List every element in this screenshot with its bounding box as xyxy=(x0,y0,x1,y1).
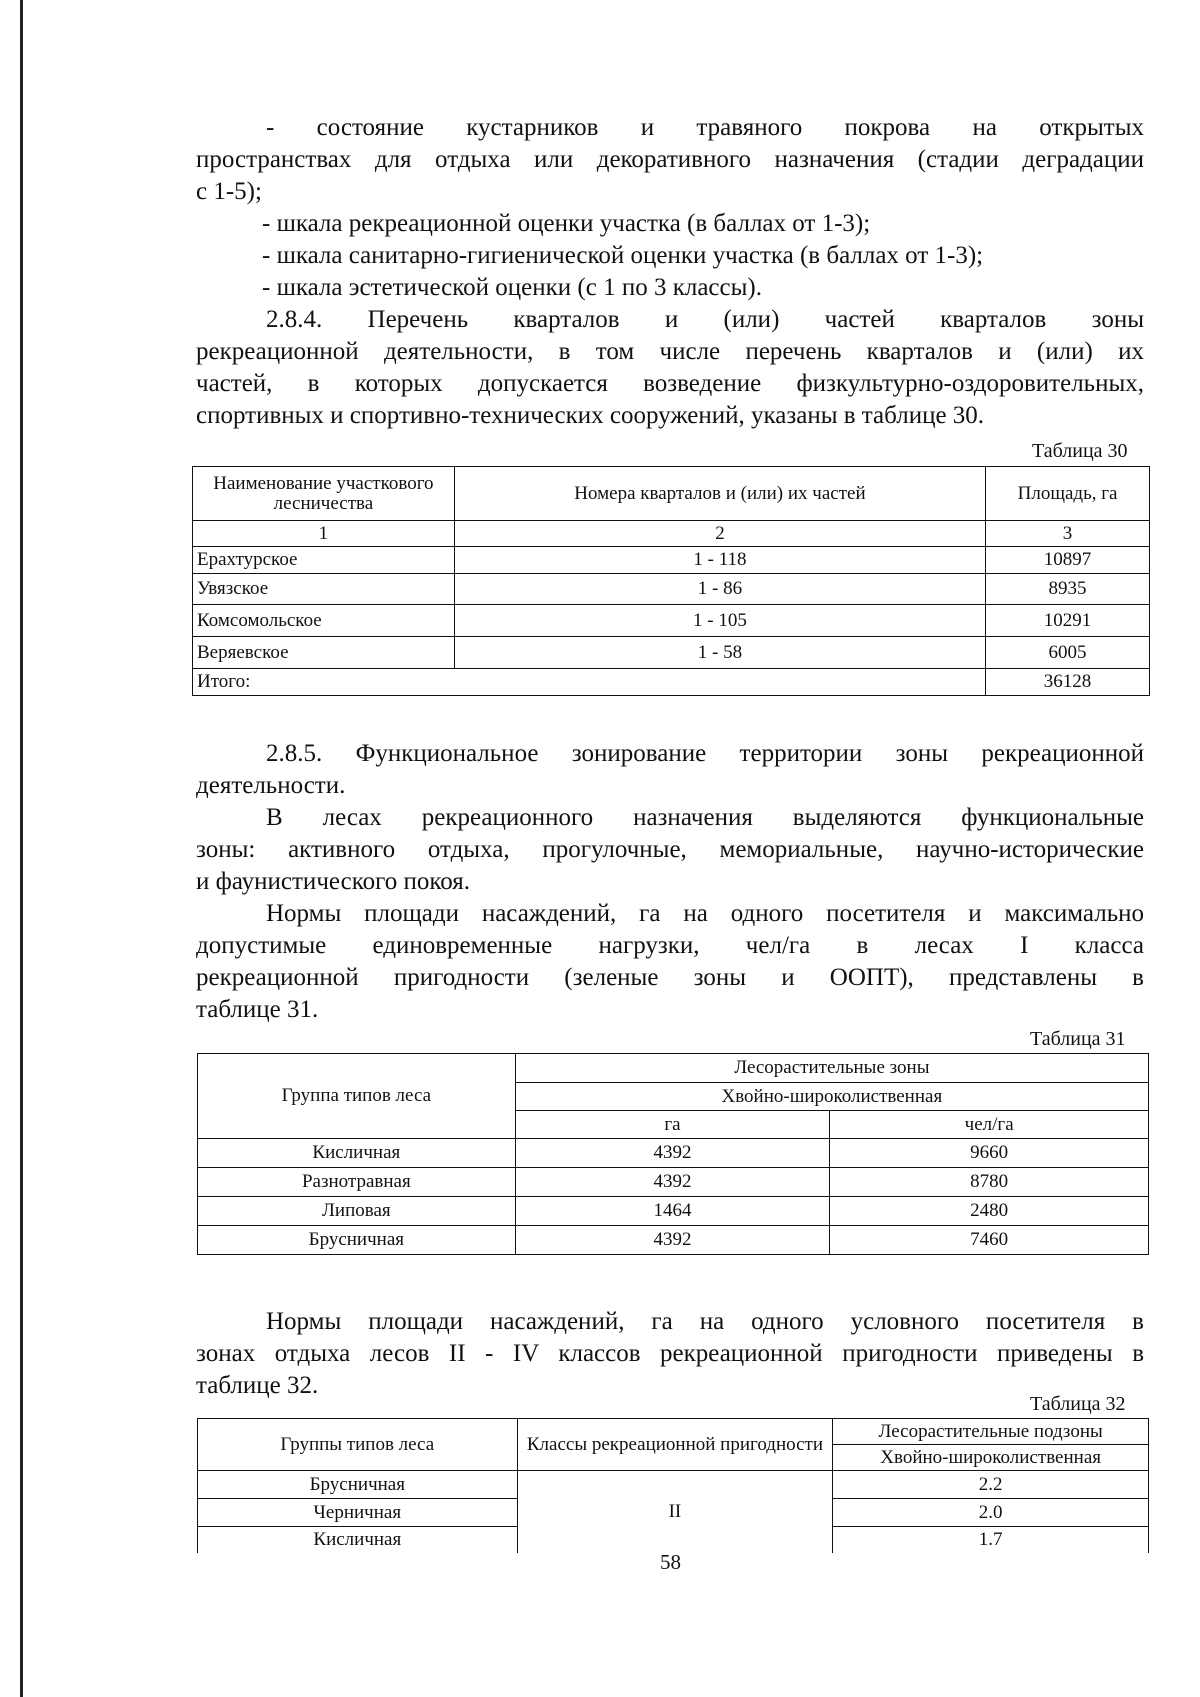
bullet-shrubs: - состояние кустарников и травяного покрова на открытых пространствах для отдыха или декоративного назначения (стадии деградации с 1-5); xyxy=(196,114,1144,205)
t30-colnum: 2 xyxy=(454,521,985,547)
t31-header-ha: га xyxy=(515,1111,830,1139)
t30-header-name: Наименование участкового лесничества xyxy=(193,467,455,521)
t32-header-classes: Классы рекреационной пригодности xyxy=(517,1419,833,1471)
page-number: 58 xyxy=(660,1550,681,1574)
table-row: Увязское 1 - 86 8935 xyxy=(193,574,1150,605)
table31-caption: Таблица 31 xyxy=(1030,1028,1126,1050)
table-row: Брусничная 4392 7460 xyxy=(198,1226,1149,1255)
t31-header-zones: Лесорастительные зоны xyxy=(515,1054,1148,1083)
t30-header-area: Площадь, га xyxy=(986,467,1150,521)
t32-header-subzone: Хвойно-широколиственная xyxy=(833,1445,1149,1471)
t31-header-pers: чел/га xyxy=(830,1111,1149,1139)
table-row: Веряевское 1 - 58 6005 xyxy=(193,637,1150,669)
table-row: Кисличная 1.7 xyxy=(198,1527,1149,1553)
table-row: Разнотравная 4392 8780 xyxy=(198,1168,1149,1197)
paragraph-norms-1: Нормы площади насаждений, га на одного посетителя и максимально допустимые единовременные нагрузки, чел/га в лесах I класса рекреационной пригодности (зеленые зоны и ООПТ), представлены в таблице 31. xyxy=(196,900,1144,1023)
scan-edge-line xyxy=(20,0,23,1697)
t30-colnum: 1 xyxy=(193,521,455,547)
t31-header-zone: Хвойно-широколиственная xyxy=(515,1083,1148,1111)
bullet-recreation-scale: - шкала рекреационной оценки участка (в баллах от 1-3); xyxy=(262,210,871,237)
table30-caption: Таблица 30 xyxy=(1032,440,1128,462)
table-total-row: Итого: 36128 xyxy=(193,669,1150,696)
t32-header-subzones: Лесорастительные подзоны xyxy=(833,1419,1149,1445)
paragraph-norms-2: Нормы площади насаждений, га на одного условного посетителя в зонах отдыха лесов II - IV классов рекреационной пригодности приведены в таблице 32. xyxy=(196,1308,1144,1399)
t30-colnum: 3 xyxy=(986,521,1150,547)
bullet-sanitary-scale: - шкала санитарно-гигиенической оценки участка (в баллах от 1-3); xyxy=(262,242,984,269)
bullet-aesthetic-scale: - шкала эстетической оценки (с 1 по 3 классы). xyxy=(262,274,762,301)
table32-caption: Таблица 32 xyxy=(1030,1393,1126,1415)
table-30 xyxy=(192,466,1150,696)
paragraph-2-8-5: 2.8.5. Функциональное зонирование территории зоны рекреационной деятельности. xyxy=(196,740,1144,799)
table-row: Кисличная 4392 9660 xyxy=(198,1139,1149,1168)
table-row: Черничная 2.0 xyxy=(198,1499,1149,1527)
table-row: Комсомольское 1 - 105 10291 xyxy=(193,605,1150,637)
paragraph-2-8-4: 2.8.4. Перечень кварталов и (или) частей кварталов зоны рекреационной деятельности, в том числе перечень кварталов и (или) их частей, в которых допускается возведение физкультурно-оздоровительных, спортивных и спортивно-технических сооружений, указаны в таблице 30. xyxy=(196,306,1144,429)
table-row: Ерахтурское 1 - 118 10897 xyxy=(193,547,1150,574)
table-row: Брусничная II 2.2 xyxy=(198,1471,1149,1499)
t30-header-quarters: Номера кварталов и (или) их частей xyxy=(454,467,985,521)
t32-class-cell: II xyxy=(517,1471,833,1553)
table-row: Липовая 1464 2480 xyxy=(198,1197,1149,1226)
t32-header-groups: Группы типов леса xyxy=(198,1419,518,1471)
table-32 xyxy=(197,1418,1149,1553)
t31-header-group: Группа типов леса xyxy=(198,1054,516,1139)
table-31 xyxy=(197,1053,1149,1255)
paragraph-functional-zones: В лесах рекреационного назначения выделяются функциональные зоны: активного отдыха, прогулочные, мемориальные, научно-исторические и фаунистического покоя. xyxy=(196,804,1144,895)
